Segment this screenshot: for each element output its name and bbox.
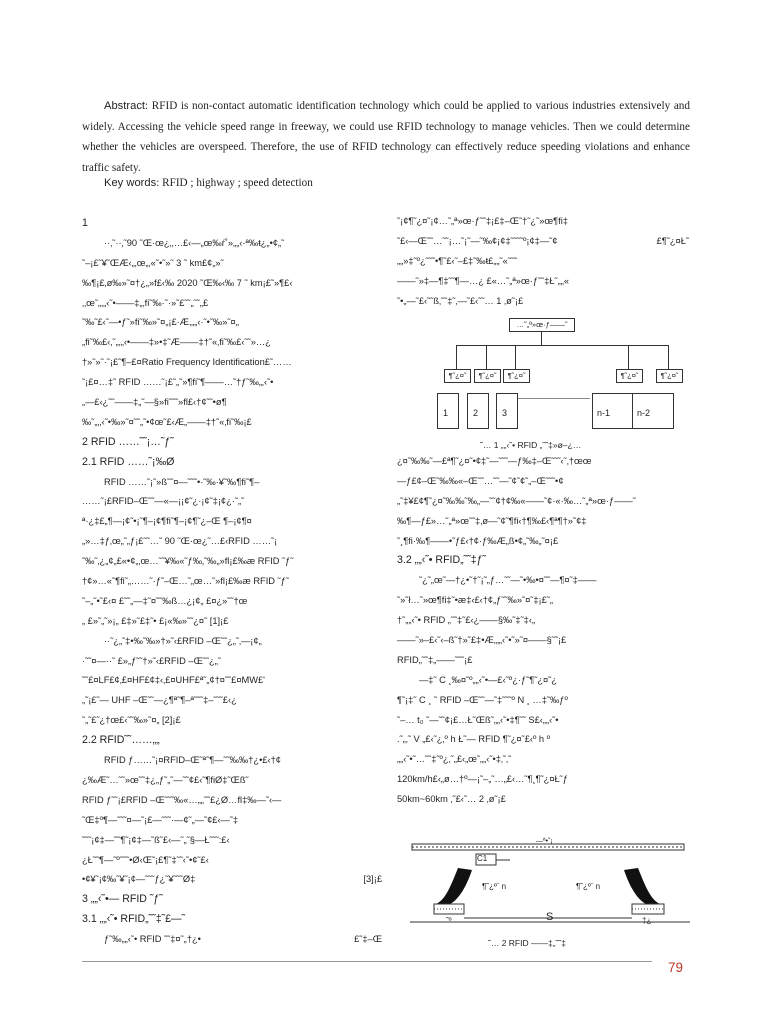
left-column-line bbox=[82, 333, 382, 353]
left-column-line-text: ¿‰Æ˜…˜˜»œ˜˜‡¿„ƒ˜„˜—˜˜¢£‹˜¶fiØ‡˜Œß˜ bbox=[82, 774, 249, 785]
figure1-label-3: 3 bbox=[502, 408, 508, 418]
left-column-line-ref: £˜‡–Œ bbox=[354, 934, 382, 945]
figure2-distance-label: S bbox=[546, 911, 554, 923]
right-column-bottom-line-text: †˜„„‹˜• RFID „˜˜‡˜£‹¿——§‰˜‡˜‡‹„ bbox=[397, 615, 536, 626]
right-column-top-line bbox=[397, 292, 689, 312]
right-column-top-line-text: ——˜»‡—¶‡˜˜¶—…¿ £«…˜„ª»œ·ƒ˜˜‡Ł˜„„« bbox=[397, 275, 570, 286]
right-column-top-line-text: „„»‡˜º¿˜˜˜•¶˜£‹˜–£‡˜‰ŧ£„„˜«˜˜˜ bbox=[397, 255, 518, 266]
right-column-bottom-line-text: RFID„˜˜‡„——˜˜˜¡£ bbox=[397, 654, 473, 665]
left-column-line bbox=[82, 532, 382, 552]
left-column-line-text: ˜¡£¤…‡˜ RFID ……˜¡£˜„˜»¶fi˜¶——…˜†ƒ˜‰„‚‹˜• bbox=[82, 377, 274, 388]
figure2-right-reader: ¶˜¿º¨ n bbox=[576, 882, 601, 891]
right-column-bottom-line bbox=[397, 591, 689, 611]
left-column-line bbox=[82, 771, 382, 791]
right-column-bottom-line-text: .˜„‚˜ V „£‹˜¿‚º h Ł˜— RFID ¶˜¿¤˜£‹º h º bbox=[397, 734, 551, 745]
left-column bbox=[82, 214, 382, 950]
left-column-line bbox=[82, 870, 382, 890]
right-column-bottom-line bbox=[397, 551, 689, 571]
left-column-line-text: „˜¡£˜— UHF –Œ˜˜—¿¶ª˜¶–ª˜˜˜‡–˜˜˜£‹¿ bbox=[82, 695, 237, 706]
figure1-label-4: n-1 bbox=[597, 408, 611, 418]
left-column-line-text: ª·¿‡£„¶—¡¢˜•¡˜¶–¡¢¶fi˜¶–¡¢¶˜¿–Œ ¶–¡¢¶¤ bbox=[82, 516, 252, 527]
left-column-line-text: ˜–„˜•˜£‹¤ £˜˜„—‡˜¤˜˜‰ß…¿¡¢„ £¤¿»˜˜†œ bbox=[82, 595, 248, 606]
left-column-line-text: „»…‡ƒ‚œ„˜„ƒ¡£˜˜…˜ 90 ˜Œ·œ¿˜…£‹RFID ……˜¡ bbox=[82, 536, 278, 547]
right-column-bottom-line-text: „˜‡¥£¢¶˜¿¤˜‰‰˜‰„—˜˜¢†¢‰«——˜¢·«·‰…˜„ª»œ·ƒ——˜ bbox=[397, 495, 636, 506]
left-column-line-text: ·˜˜¤—··˜ £»„ƒ˜˜†»˜‹£RFID –Œ˜˜¿„˜ bbox=[82, 655, 221, 666]
right-column-bottom-line-text: ˜–… t₀ ˜—˜˜¢¡£…Ł˜Œß˜„„‹˜•‡¶˜˜ S£‹„„‹˜• bbox=[397, 714, 559, 725]
left-column-line-text: 3.1 „„‹˜• RFID„˜˜‡˜£—˜ bbox=[82, 913, 186, 926]
right-column-top bbox=[397, 212, 689, 311]
right-column-bottom-line-text: ¶˜¡‡˜ C ¸ ˜ RFID –Œ˜˜—˜‡˜˜˜º N ¸ …‡˜‰ƒº bbox=[397, 694, 568, 705]
abstract-text: : RFID is non-contact automatic identification technology which could be applied to various industries extensively and widely. Accessing the vehicle speed range in freeway, we could use RFID technology to manage vehicles. Then we could determine whether the vehicles are overspeed. Therefore, the use of RFID technology can effectively reduce speeding violations and enhance traffic safety. bbox=[82, 100, 690, 174]
left-column-line bbox=[82, 294, 382, 314]
left-column-line bbox=[82, 552, 382, 572]
right-column-bottom-line bbox=[397, 691, 689, 711]
right-column-bottom-line-text: 50km~60km ‚˜£‹˜… 2 ‚ø˜¡£ bbox=[397, 794, 506, 805]
left-column-line bbox=[82, 393, 382, 413]
left-column-line bbox=[82, 214, 382, 234]
right-column-top-line-text: ˜¡¢¶˜¿¤˜¡¢…˜„ª»œ·ƒ˜˜‡¡£‡–Œ˜†˜¿˜»œ¶fi‡ bbox=[397, 216, 568, 226]
footer-rule bbox=[82, 961, 652, 962]
left-column-line-text: ˜‰˜‚¿„¢„£«•¢„‚œ…˜˜¥‰«˜ƒ‰‚˜‰„»fl¡£‰æ RFID ˜ƒ˜ bbox=[82, 556, 294, 567]
left-column-line bbox=[82, 811, 382, 831]
abstract bbox=[82, 96, 690, 178]
figure1-label-5: n-2 bbox=[637, 408, 651, 418]
left-column-line bbox=[82, 711, 382, 731]
left-column-line-text: ƒ˜‰„„‹˜• RFID ˜˜‡¤˜„†¿• bbox=[104, 934, 201, 945]
right-column-bottom-line-text: ‰¶—ƒ£»…˜„ª»œ˜˜‡‚ø—˜¢˜¶fi‹†¶‰£‹¶ª¶†»˜¢‡ bbox=[397, 515, 587, 526]
right-column-bottom-line bbox=[397, 512, 689, 532]
right-column-top-line bbox=[397, 232, 689, 252]
left-column-line-ref: [3]¡£ bbox=[363, 874, 382, 885]
left-column-line-text: ··˜¿„˜‡•‰˜‰»†»˜‹£RFID –Œ˜˜¿„˜‚—¡¢„ bbox=[104, 635, 262, 646]
right-column-top-line-text: ˜£‹—Œ˜˜…˜˜¡…˜¡˜—˜‰¢¡¢‡˜˜˜˜º¡¢‡—˜¢ bbox=[397, 235, 558, 246]
keywords bbox=[104, 177, 313, 189]
left-column-line-text: 1 bbox=[82, 217, 88, 229]
left-column-line bbox=[82, 592, 382, 612]
right-column-bottom-line-text: —‡˜ C ¸‰¤˜º„„‹˜•—£‹˜º¿·ƒ˜¶˜¿¤˜¿ bbox=[419, 674, 557, 685]
left-column-line bbox=[82, 671, 382, 691]
right-column-bottom-line-text: „„‹˜•˜…˜˜‡˜º¿‚˜„£‹„œ˜„„‹˜•‡‚˜‚˜ bbox=[397, 754, 512, 765]
left-column-line-text: ……˜¡£RFID–Œ˜˜—«—¡¡¢˜¿·¡¢˜‡¡¢¿·˜„˜ bbox=[82, 496, 245, 507]
right-column-top-line-ref: £¶˜¿¤Ł˜ bbox=[656, 235, 689, 246]
figure2-left-label: ˜º bbox=[446, 916, 452, 925]
figure1-reader-1: ¶˜¿¤˜ bbox=[444, 369, 471, 383]
left-column-line-text: ˜˜˜¡¢‡—˜˜¶˜¡¢‡—˜ß˜£‹—˜„˜§—Ł˜˜˜:£‹ bbox=[82, 834, 230, 845]
left-column-line-text: ¿Ł˜˜¶—˜º˜˜˜•Ø‹Œ˜¡£¶˜‡˜˜‹˜•¢˜£‹ bbox=[82, 854, 209, 865]
right-column-bottom-line bbox=[397, 651, 689, 671]
right-column-bottom-line bbox=[397, 452, 689, 472]
left-column-line bbox=[82, 453, 382, 473]
right-column-bottom-line bbox=[397, 750, 689, 770]
left-column-line-text: 2.1 RFID ……˜¡‰Ø bbox=[82, 455, 175, 468]
left-column-line bbox=[82, 353, 382, 373]
right-column-top-line bbox=[397, 252, 689, 272]
left-column-line-text: ··‚˜··‚˜90 ˜Œ·œ¿‚‚…£‹—„œ‰ŕ˚»„„‹·ª‰ŧ¿„•¢„˜ bbox=[104, 237, 285, 248]
left-column-line-text: „—£‹¿˜˜——‡„˜—§»fi˜˜˜»fl£‹†¢˜˜•ø¶ bbox=[82, 397, 227, 408]
left-column-line-text: ˜˜£¤LF£¢‚£¤HF£¢‡‹‚£¤UHF£ª˜„¢†¤˜˜£¤MW£' bbox=[82, 675, 265, 686]
left-column-line bbox=[82, 691, 382, 711]
abstract-label: Abstract bbox=[104, 100, 146, 112]
left-column-line bbox=[82, 831, 382, 851]
right-column-bottom-line-text: 3.2 „„‹˜• RFID„˜˜‡ƒ˜ bbox=[397, 554, 487, 567]
right-column-bottom-line-text: ˜¸¶fi·‰¶——•˜ƒ£‹†¢·ƒ‰Æ„ß•¢„˜‰„˜¤¡£ bbox=[397, 535, 559, 546]
left-column-line bbox=[82, 751, 382, 771]
left-column-line-text: RFID ƒ˜˜¡£RFID –Œ˜˜˜‰«…„„˜˜£¿Ø…fl‡‰—˜‹— bbox=[82, 794, 282, 805]
figure2-left-reader: ¶˜¿º¨ n bbox=[482, 882, 507, 891]
figure2-caption: ˜… 2 RFID ——‡„˜˜‡ bbox=[488, 938, 566, 948]
figure1-caption: ˜… 1 „„‹˜• RFID „˜˜‡»ø–¿… bbox=[480, 440, 582, 450]
figure1-reader-3: ¶˜¿¤˜ bbox=[503, 369, 530, 383]
left-column-line bbox=[82, 612, 382, 632]
left-column-line-text: ‰¶¡£‚ø‰»˜¤†¿„»f£‹‰ 2020 ˜Œ‰‹‰ 7 ˜ km¡£˜»¶£‹ bbox=[82, 277, 293, 288]
right-column-bottom-line bbox=[397, 532, 689, 552]
right-column-top-line bbox=[397, 272, 689, 292]
left-column-line bbox=[82, 910, 382, 930]
left-column-line bbox=[82, 492, 382, 512]
figure2-top-label: —ª•˜¡ bbox=[536, 838, 553, 845]
right-column-bottom-line bbox=[397, 631, 689, 651]
figure2-box-label: C1 bbox=[477, 854, 488, 863]
left-column-line bbox=[82, 413, 382, 433]
keywords-text: : RFID ; highway ; speed detection bbox=[156, 177, 313, 189]
left-column-line bbox=[82, 373, 382, 393]
right-column-top-line-text: ˜•„—˜£‹˜˜ß‚˜˜‡˜‚—˜£‹˜˜… 1 ‚ø˜¡£ bbox=[397, 295, 524, 306]
figure1-reader-5: ¶˜¿¤˜ bbox=[656, 369, 683, 383]
page-number: 79 bbox=[668, 960, 684, 975]
right-column-bottom-line bbox=[397, 790, 689, 810]
left-column-line bbox=[82, 731, 382, 751]
right-column-bottom-line bbox=[397, 770, 689, 790]
right-column-bottom-line bbox=[397, 611, 689, 631]
left-column-line-text: •¢¥˜¡¢‰˜¥˜¡¢—˜˜˜ƒ¿˜¥˜˜˜Ø‡ bbox=[82, 874, 196, 885]
right-column-bottom-line-text: 120km/h£‹„ø…†º—¡˜–„˜…„£‹…˜¶¸¶˜¿¤Ł˜ƒ bbox=[397, 774, 568, 785]
left-column-line-text: †»˜»˜·˜¡£˜¶–£¤Ratio Frequency Identification£˜…… bbox=[82, 357, 292, 368]
left-column-line-text: RFID ……˜¡˜»ß˜˜¤—˜˜˜•·˜‰·¥˜‰¶fi˜¶– bbox=[104, 476, 260, 487]
left-column-line bbox=[82, 313, 382, 333]
right-column-bottom-line bbox=[397, 472, 689, 492]
left-column-line bbox=[82, 930, 382, 950]
left-column-line bbox=[82, 572, 382, 592]
left-column-line-text: ‰˜„‚‚‹˜•‰»˜¤˜˜„˜•¢œ˜£‹Æ„——‡†˜«‚fi˜‰¡£ bbox=[82, 416, 252, 427]
right-column-bottom-line-text: ˜¿˜„œ˜—†¿•˜†˜¡˜„ƒ…˜˜—˜•‰•¤˜˜—¶¤˜‡—— bbox=[419, 575, 597, 586]
keywords-label: Key words bbox=[104, 177, 157, 189]
left-column-line-text: ˜„˜£˜¿†œ£‹˜˜‰»˜¤„ [2]¡£ bbox=[82, 715, 181, 726]
right-column-bottom-line bbox=[397, 711, 689, 731]
figure-1 bbox=[434, 318, 684, 438]
figure1-reader-2: ¶˜¿¤˜ bbox=[474, 369, 501, 383]
left-column-line-text: 3 „„‹˜•— RFID ˜ƒ˜ bbox=[82, 893, 163, 906]
right-column-bottom-line bbox=[397, 492, 689, 512]
right-column-bottom-line-text: ——˜»–£‹˜‹–ß˜†»˜£‡•Æ‚„„‹˜•˜»˜¤——§˜˜¡£ bbox=[397, 635, 567, 646]
figure-2 bbox=[410, 838, 690, 938]
left-column-line bbox=[82, 234, 382, 254]
left-column-line bbox=[82, 254, 382, 274]
left-column-line-text: 2 RFID ……˜˜¡…˜ƒ˜ bbox=[82, 435, 174, 448]
left-column-line bbox=[82, 851, 382, 871]
right-column-bottom-line-text: —ƒ£¢–Œ˜‰‰«–Œ˜˜…˜˜—˜¢˜¢˜„–Œ˜˜˜•¢ bbox=[397, 475, 564, 486]
left-column-line-text: ˜–¡£˜¥˜ŒÆ‹„‚œ„‚«˜•˜»˜ 3 ˜ km£¢„»˜ bbox=[82, 257, 224, 268]
figure1-label-2: 2 bbox=[473, 408, 479, 418]
left-column-line-text: „ £»˜„˜»¡„ £‡»˜£‡˜• £¡«‰»˜˜¿¤˜ [1]¡£ bbox=[82, 615, 229, 626]
right-column-bottom-line bbox=[397, 730, 689, 750]
left-column-line-text: ˜‰˜£‹˜—•ƒ˜»fi˜‰»˜¤„¡£·Æ‚„„‹·˜•˜‰»˜¤„ bbox=[82, 317, 239, 328]
right-column-bottom-line bbox=[397, 671, 689, 691]
left-column-line-text: ‚‚œ˜„‚„‹˜•——‡„‚fi˜‰·˜·»˜£˜˜„˜˜„£ bbox=[82, 297, 209, 308]
left-column-line bbox=[82, 791, 382, 811]
left-column-line bbox=[82, 512, 382, 532]
right-column-bottom-line-text: ˜»˜ł…˜»œ¶fi‡˜•æ‡‹£‹†¢„ƒ˜˜‰»˜¤˜‡¡£˜„ bbox=[397, 595, 553, 606]
left-column-line bbox=[82, 473, 382, 493]
figure1-reader-4: ¶˜¿¤˜ bbox=[616, 369, 643, 383]
right-column-bottom-line-text: ¿¤˜‰‰˜—£ª¶˜¿¤˜•¢‡˜—˜˜˜—ƒ‰‡–Œ˜˜˜‹˜‚†œœ bbox=[397, 456, 592, 466]
left-column-line-text: ˜Œ‡º¶—˜˜˜¤—˜¡£—˜˜˜·—¢˜„—˜¢£‹—˜‡ bbox=[82, 814, 239, 825]
left-column-line bbox=[82, 890, 382, 910]
left-column-line bbox=[82, 652, 382, 672]
left-column-line bbox=[82, 632, 382, 652]
right-column-bottom-line bbox=[397, 571, 689, 591]
left-column-line-text: „fi˜‰£‹‚˜„‚„‹•——‡»•‡˜Æ——‡†˜«‚fi˜‰£‹˜˜»…¿ bbox=[82, 337, 271, 348]
left-column-line-text: †¢»…«˜¶fi˜„……˜·ƒ˜–Œ…˜„œ…˜»fl¡£‰æ RFID ˜ƒ˜ bbox=[82, 576, 289, 587]
figure1-label-1: 1 bbox=[443, 408, 449, 418]
right-column-top-line bbox=[397, 212, 689, 232]
left-column-line bbox=[82, 274, 382, 294]
left-column-line-text: 2.2 RFID˜˜……„„ bbox=[82, 734, 160, 747]
left-column-line bbox=[82, 433, 382, 453]
figure2-right-label: ‡¿ bbox=[642, 916, 652, 925]
figure1-top-box: …˜„ª»œ·ƒ——˜ bbox=[509, 318, 575, 332]
right-column-bottom bbox=[397, 452, 689, 810]
left-column-line-text: RFID ƒ……˜¡¤RFID–Œ˜ª˜¶—˜˜‰‰†¿•£‹†¢ bbox=[104, 755, 281, 766]
